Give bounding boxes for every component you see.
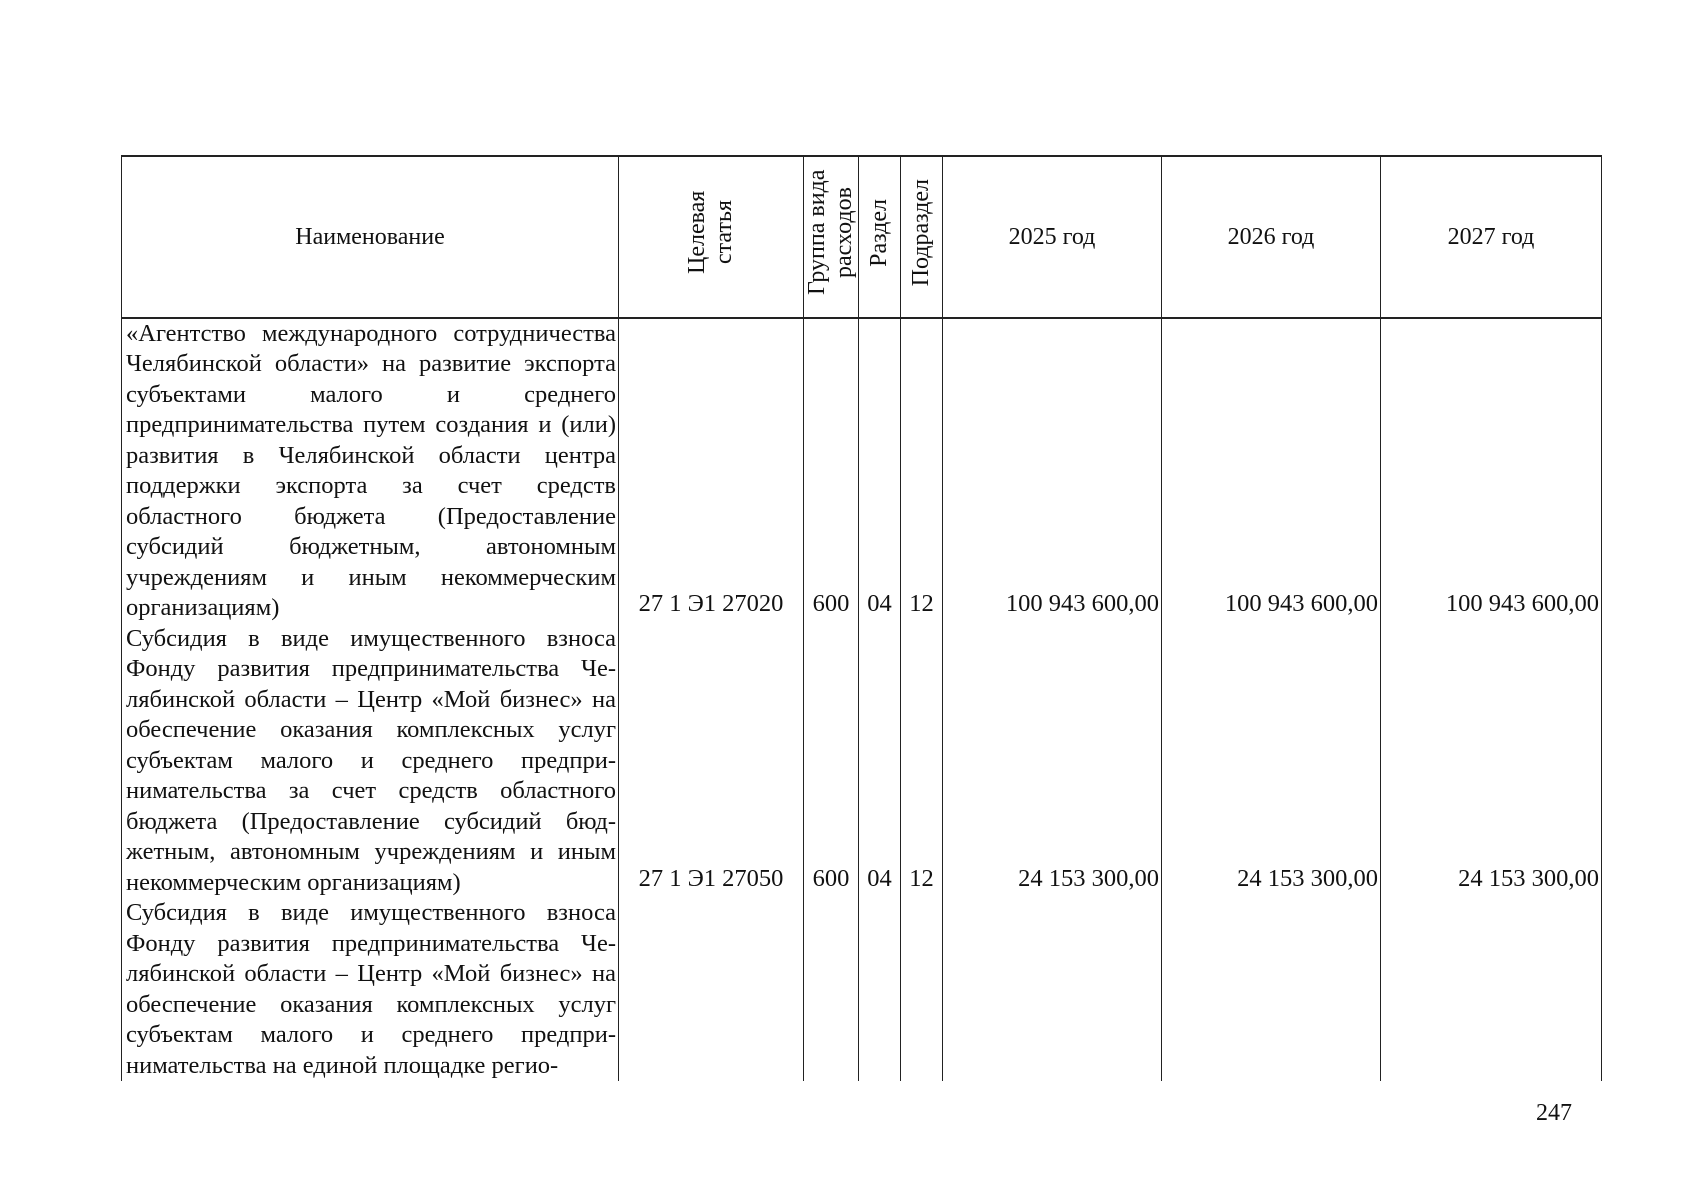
header-year-2027: 2027 год [1381,156,1602,318]
row-expense-group: 600 [804,624,859,899]
row-amount-2027: 100 943 600,00 [1381,318,1602,624]
header-year-2025: 2025 год [943,156,1162,318]
row-amount-2026: 100 943 600,00 [1162,318,1381,624]
row-section: 04 [859,624,901,899]
header-name: Наименование [122,156,619,318]
header-expense-group: Группа вида расходов [804,156,859,318]
row-name: Субсидия в виде имущественного взноса Фонду развития предпринимательства Челябинской области – Центр «Мой бизнес» на обеспечение оказания комплексных услуг субъектам малого и среднего предпринимательства за счет средств областного бюджета (Предоставление субсидий бюджетным, автономным учреждениям и иным некоммерческим организациям) [122,624,619,899]
row-amount-2025: 100 943 600,00 [943,318,1162,624]
row-section [859,898,901,1081]
row-amount-2025 [943,898,1162,1081]
row-amount-2025: 24 153 300,00 [943,624,1162,899]
header-target-article: Целевая статья [619,156,804,318]
row-amount-2027 [1381,898,1602,1081]
page-number: 247 [1536,1100,1572,1126]
row-expense-group: 600 [804,318,859,624]
row-target-article: 27 1 Э1 27020 [619,318,804,624]
row-amount-2026: 24 153 300,00 [1162,624,1381,899]
header-subsection: Подраздел [901,156,943,318]
row-name: Субсидия в виде имущественного взноса Фонду развития предпринимательства Челябинской области – Центр «Мой бизнес» на обеспечение оказания комплексных услуг субъектам малого и среднего предпринимательства на единой площадке регио- [122,898,619,1081]
row-target-article: 27 1 Э1 27050 [619,624,804,899]
row-amount-2027: 24 153 300,00 [1381,624,1602,899]
row-subsection: 12 [901,318,943,624]
row-subsection [901,898,943,1081]
budget-table [121,155,1602,1081]
table-row [122,624,1602,899]
table-row [122,898,1602,1081]
row-name: «Агентство международного сотрудничества Челябинской области» на развитие экспорта субъектами малого и среднего предпринимательства путем создания и (или) развития в Челябинской области центра поддержки экспорта за счет средств областного бюджета (Предоставление субсидий бюджетным, автономным учреждениям и иным некоммерческим организациям) [122,318,619,624]
table-header-row [122,156,1602,318]
table-row [122,318,1602,624]
row-amount-2026 [1162,898,1381,1081]
row-section: 04 [859,318,901,624]
row-target-article [619,898,804,1081]
row-subsection: 12 [901,624,943,899]
header-year-2026: 2026 год [1162,156,1381,318]
row-expense-group [804,898,859,1081]
header-section: Раздел [859,156,901,318]
